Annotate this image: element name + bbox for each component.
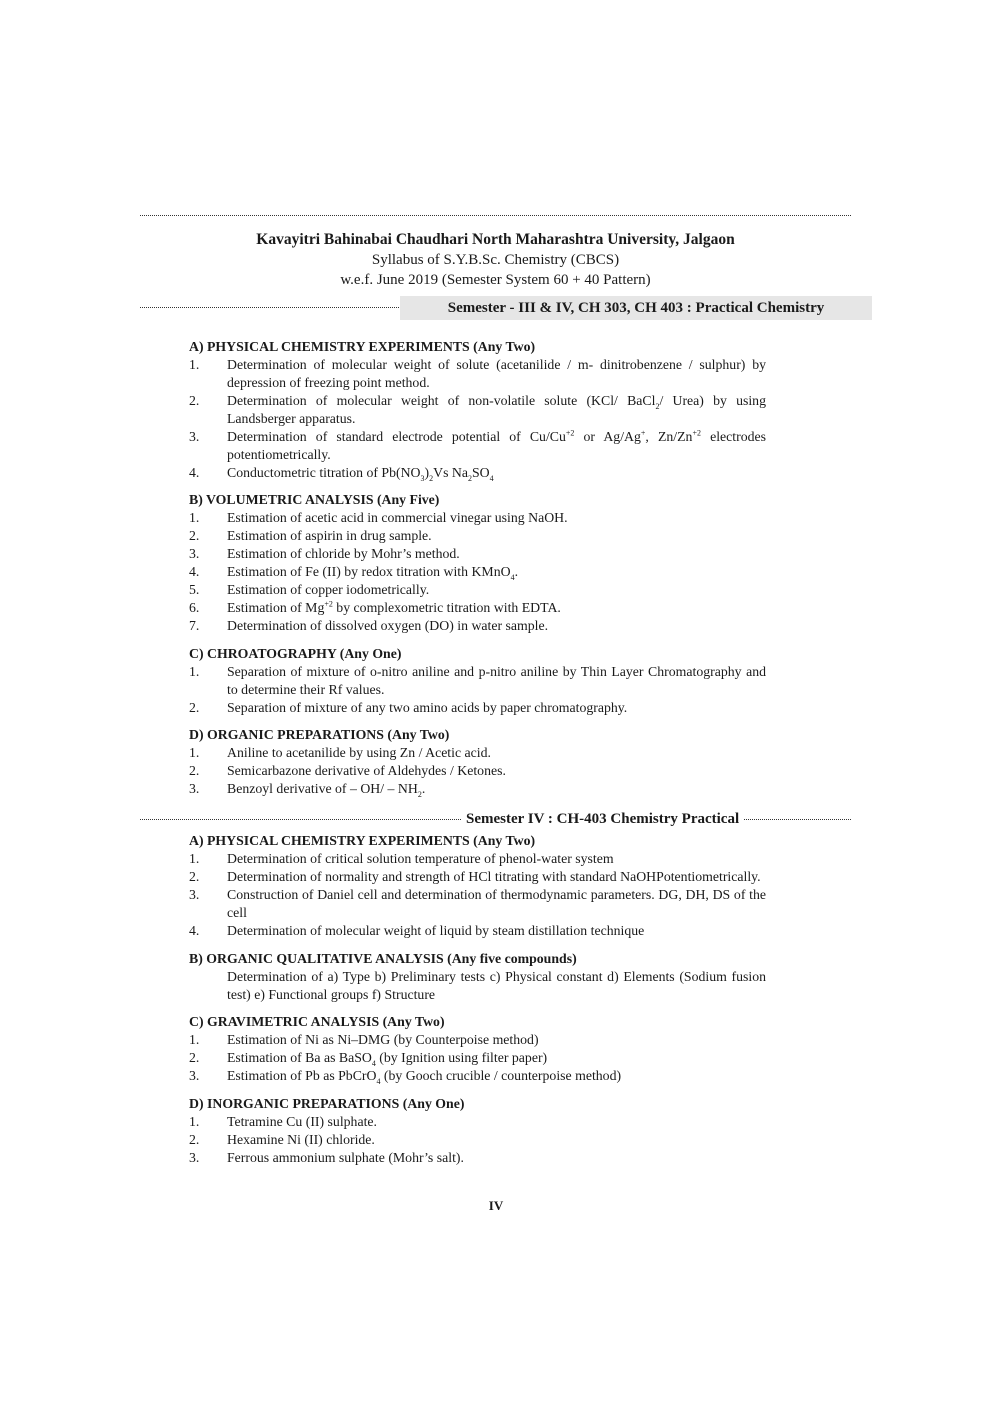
list-item: 3. Estimation of chloride by Mohr’s method. — [189, 546, 460, 561]
list-item: 2. Separation of mixture of any two amino acids by paper chromatography. — [189, 700, 628, 715]
list-item: 1. Determination of molecular weight of solute (acetanilide / m- dinitrobenzene / sulphur) by depression of freezing point method. — [189, 357, 766, 390]
section-physical-chemistry-2 — [189, 832, 766, 940]
list-item: 1. Estimation of Ni as Ni–DMG (by Counterpoise method) — [189, 1032, 539, 1047]
semester4-banner — [140, 808, 851, 830]
university-name: Kavayitri Bahinabai Chaudhari North Maharashtra University, Jalgaon — [256, 231, 735, 248]
section-heading: D) ORGANIC PREPARATIONS (Any Two) — [189, 727, 450, 742]
section-organic-qualitative — [189, 950, 766, 1004]
part2-content — [189, 832, 766, 1167]
syllabus-title: Syllabus of S.Y.B.Sc. Chemistry (CBCS) — [371, 252, 620, 268]
section-physical-chemistry — [189, 338, 766, 482]
section-heading: A) PHYSICAL CHEMISTRY EXPERIMENTS (Any Two) — [189, 339, 536, 354]
list-item: 2. Determination of molecular weight of non-volatile solute (KCl/ BaCl$_2$/ Urea) by using Landsberger apparatus. — [189, 393, 766, 426]
list-item: 3. Ferrous ammonium sulphate (Mohr’s salt). — [189, 1150, 464, 1165]
list-item: 7. Determination of dissolved oxygen (DO) in water sample. — [189, 618, 549, 633]
list-item: 2. Determination of normality and strength of HCl titrating with standard NaOHPotentiometrically. — [189, 869, 761, 884]
section-paragraph: Determination of a) Type b) Preliminary tests c) Physical constant d) Elements (Sodium fusion test) e) Functional groups f) Structure — [227, 969, 766, 1002]
list-item: 1. Determination of critical solution temperature of phenol-water system — [189, 851, 614, 866]
semester4-title: Semester IV : CH-403 Chemistry Practical — [462, 808, 743, 830]
section-gravimetric-analysis — [189, 1013, 766, 1085]
list-item: 4. Estimation of Fe (II) by redox titration with KMnO$_4$. — [189, 564, 519, 582]
list-item: 1. Tetramine Cu (II) sulphate. — [189, 1114, 377, 1129]
section-heading: C) GRAVIMETRIC ANALYSIS (Any Two) — [189, 1014, 445, 1029]
part1-content — [189, 338, 766, 798]
section-organic-preparations — [189, 726, 766, 798]
section-chromatography — [189, 645, 766, 717]
pattern-line: w.e.f. June 2019 (Semester System 60 + 40 Pattern) — [340, 272, 651, 288]
section-inorganic-preparations — [189, 1095, 766, 1167]
list-item: 3. Determination of standard electrode potential of $Cu/Cu^{+2}$ or Ag/Ag+, $Zn/Zn^{+2}$ electrodes potentiometrically. — [189, 428, 767, 462]
list-item: 3. Construction of Daniel cell and determination of thermodynamic parameters. DG, DH, DS of the cell — [189, 887, 766, 920]
list-item: 1. Estimation of acetic acid in commercial vinegar using NaOH. — [189, 510, 568, 525]
list-item: 4. Conductometric titration of $Pb(NO_3)_2Vs$ $Na_2SO_4$ — [189, 465, 494, 483]
top-divider — [140, 215, 851, 216]
section-heading: A) PHYSICAL CHEMISTRY EXPERIMENTS (Any Two) — [189, 833, 536, 848]
section-heading: B) VOLUMETRIC ANALYSIS (Any Five) — [189, 492, 440, 507]
list-item: 1. Separation of mixture of o-nitro aniline and p-nitro aniline by Thin Layer Chromatography and to determine their Rf values. — [189, 664, 766, 697]
list-item: 3. Estimation of Pb as PbCrO$_4$ (by Gooch crucible / counterpoise method) — [189, 1068, 622, 1086]
list-item: 2. Semicarbazone derivative of Aldehydes / Ketones. — [189, 763, 506, 778]
list-item: 3. Benzoyl derivative of – $OH/ - NH_2$. — [189, 781, 426, 799]
section-volumetric-analysis — [189, 491, 766, 635]
list-item: 2. Hexamine Ni (II) chloride. — [189, 1132, 375, 1147]
section-heading: C) CHROATOGRAPHY (Any One) — [189, 646, 402, 661]
list-item: 5. Estimation of copper iodometrically. — [189, 582, 430, 597]
list-item: 6. Estimation of $Mg^{+2}$ by complexometric titration with EDTA. — [189, 599, 561, 615]
list-item: 2. Estimation of Ba as BaSO$_4$ (by Ignition using filter paper) — [189, 1050, 548, 1068]
page-number: IV — [488, 1198, 504, 1213]
list-item: 4. Determination of molecular weight of liquid by steam distillation technique — [189, 923, 645, 938]
section-heading: B) ORGANIC QUALITATIVE ANALYSIS (Any five compounds) — [189, 951, 577, 966]
list-item: 1. Aniline to acetanilide by using Zn / Acetic acid. — [189, 745, 491, 760]
document-header — [140, 230, 851, 290]
semester-banner-title: Semester - III & IV, CH 303, CH 403 : Practical Chemistry — [400, 296, 872, 320]
semester-banner — [140, 296, 851, 320]
list-item: 2. Estimation of aspirin in drug sample. — [189, 528, 432, 543]
section-heading: D) INORGANIC PREPARATIONS (Any One) — [189, 1096, 465, 1111]
